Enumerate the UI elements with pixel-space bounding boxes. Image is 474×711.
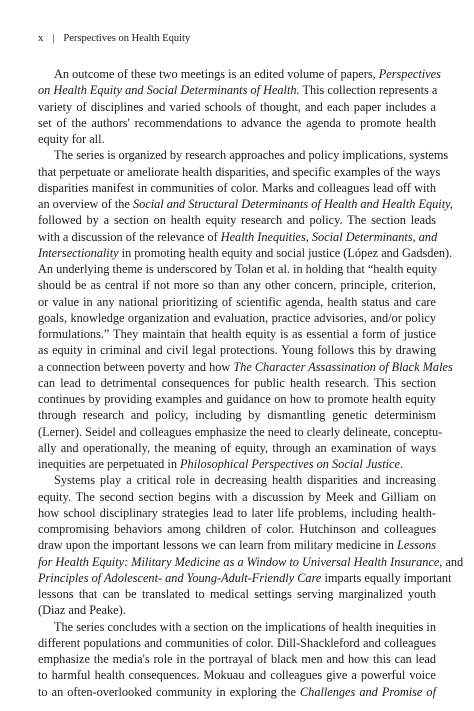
italic-text: on Health Equity and Social Determinants of Health.	[38, 83, 300, 98]
text-run: should be as central if not more so than any other concern, principle, criterion,	[38, 278, 436, 293]
text-run: The series is organized by research approaches and policy implications, systems	[54, 148, 449, 163]
text-line	[38, 489, 436, 505]
text-run: different populations and communities of color. Dill-Shackleford and colleagues	[38, 635, 436, 650]
text-run: The series concludes with a section on the implications of health inequities in	[54, 619, 436, 634]
text-line	[38, 570, 452, 586]
italic-text: for Health Equity: Military Medicine as a Window to Universal Health Insurance,	[38, 554, 443, 569]
text-line	[38, 277, 436, 293]
text-run: Systems play a critical role in decreasing health disparities and increasing	[54, 473, 436, 488]
paragraph	[38, 619, 436, 700]
italic-text: The Character Assassination of Black Males	[233, 359, 453, 374]
italic-text: Intersectionality	[38, 245, 119, 260]
text-run: (Lerner). Seidel and colleagues emphasize the need to clearly delineate, conceptu-	[38, 424, 443, 439]
text-line	[38, 651, 436, 667]
text-line	[38, 602, 436, 618]
text-run: to harmful health consequences. Mokuau and colleagues give a powerful voice	[38, 668, 436, 683]
text-run: compromising behaviors among children of color. Hutchinson and colleagues	[38, 522, 436, 536]
text-line	[38, 505, 436, 521]
text-line	[38, 472, 436, 488]
text-run: with a discussion of the relevance of	[38, 229, 221, 244]
text-line	[38, 147, 449, 163]
text-run: and	[442, 554, 464, 569]
text-line	[38, 294, 436, 310]
text-line	[38, 180, 436, 196]
text-run: lessons that can be translated to medical settings serving marginalized youth	[38, 587, 436, 601]
book-page	[38, 32, 464, 700]
text-line	[38, 456, 436, 472]
italic-text: Perspectives	[378, 67, 441, 81]
text-run: imparts equally important	[321, 570, 452, 585]
text-line	[38, 635, 436, 651]
text-run: through research and policy, including by dismantling genetic determinism	[38, 408, 436, 423]
text-line	[38, 684, 436, 700]
text-run: or value in any national prioritizing of scientific agenda, health status and care	[38, 294, 436, 309]
text-line	[38, 229, 436, 245]
text-line	[38, 667, 436, 683]
paragraph	[38, 472, 464, 618]
text-line	[38, 164, 441, 180]
italic-text: Social and Structural Determinants of Health and Health Equity,	[132, 197, 453, 211]
text-run: continues by providing examples and guidance on how to promote health equity	[38, 392, 436, 406]
text-line	[38, 342, 436, 358]
text-run: an overview of the	[38, 197, 133, 211]
text-line	[38, 537, 436, 553]
text-line	[38, 245, 453, 261]
text-run: can lead to detrimental consequences for public health research. This section	[38, 375, 436, 390]
text-line	[38, 82, 436, 98]
text-line	[38, 407, 436, 423]
text-line	[38, 196, 453, 212]
paragraph	[38, 66, 441, 147]
running-head	[38, 32, 436, 46]
text-line	[38, 115, 436, 131]
text-run: as equity in criminal and civil legal protections. Young follows this by drawing	[38, 343, 436, 358]
text-line	[38, 619, 436, 635]
text-run: to an often-overlooked community in exploring the	[38, 684, 300, 699]
header-separator: |	[52, 33, 55, 44]
body-text	[38, 66, 464, 700]
text-line	[38, 310, 436, 326]
text-line	[38, 391, 436, 407]
text-line	[38, 440, 436, 456]
italic-text: Health Inequities, Social Determinants, and	[220, 229, 438, 244]
text-line	[38, 66, 441, 82]
running-title: Perspectives on Health Equity	[63, 33, 191, 44]
text-run: draw upon the important lessons we can learn from military medicine in	[38, 538, 398, 553]
text-run: (Diaz and Peake).	[38, 603, 126, 618]
italic-text: Philosophical Perspectives on Social Justice	[180, 457, 400, 471]
text-line	[38, 424, 443, 440]
text-line	[38, 261, 436, 277]
text-line	[38, 521, 436, 537]
text-run: variety of disciplines and varied schools of thought, and each paper includes a	[38, 99, 436, 114]
text-run: ally and operationally, the meaning of equity, through an examination of ways	[38, 440, 436, 455]
text-run: An underlying theme is underscored by Tolan et al. in holding that “health equity	[38, 262, 438, 276]
text-run: This collection represents a	[299, 83, 438, 98]
text-run: goals, knowledge organization and evaluation, practice advisories, and/or policy	[38, 310, 436, 325]
text-run: in promoting health equity and social justice (López and Gadsden).	[118, 245, 453, 260]
text-run: equity. The second section begins with a discussion by Meek and Gilliam on	[38, 489, 436, 504]
paragraph	[38, 147, 453, 472]
text-run: equity for all.	[38, 132, 105, 146]
text-run: An outcome of these two meetings is an edited volume of papers,	[54, 67, 379, 81]
italic-text: Challenges and Promise of	[299, 684, 436, 699]
text-line	[38, 586, 436, 602]
text-line	[38, 359, 453, 375]
text-run: set of the authors' recommendations to advance the agenda to promote health	[38, 115, 436, 130]
text-run: emphasize the media's role in the portrayal of black men and how this can lead	[38, 652, 436, 666]
text-line	[38, 326, 436, 342]
page-number: x	[38, 33, 44, 44]
text-run: that perpetuate or ameliorate health disparities, and specific examples of the ways	[38, 164, 441, 179]
text-run: how school disciplinary strategies lead to later life problems, including health-	[38, 505, 436, 520]
text-line	[38, 131, 436, 147]
text-line	[38, 212, 436, 228]
text-line	[38, 375, 436, 391]
text-run: inequities are perpetuated in	[38, 457, 181, 471]
text-line	[38, 99, 436, 115]
text-run: formulations.” They maintain that health equity is as essential a form of justice	[38, 327, 436, 341]
italic-text: Principles of Adolescent- and Young-Adult-Friendly Care	[38, 570, 322, 585]
text-line	[38, 554, 464, 570]
text-run: disparities manifest in communities of color. Marks and colleagues lead off with	[38, 180, 436, 195]
text-run: followed by a section on health equity research and policy. The section leads	[38, 213, 436, 228]
text-run: a connection between poverty and how	[38, 359, 234, 374]
text-run: .	[399, 457, 404, 471]
italic-text: Lessons	[397, 538, 436, 553]
